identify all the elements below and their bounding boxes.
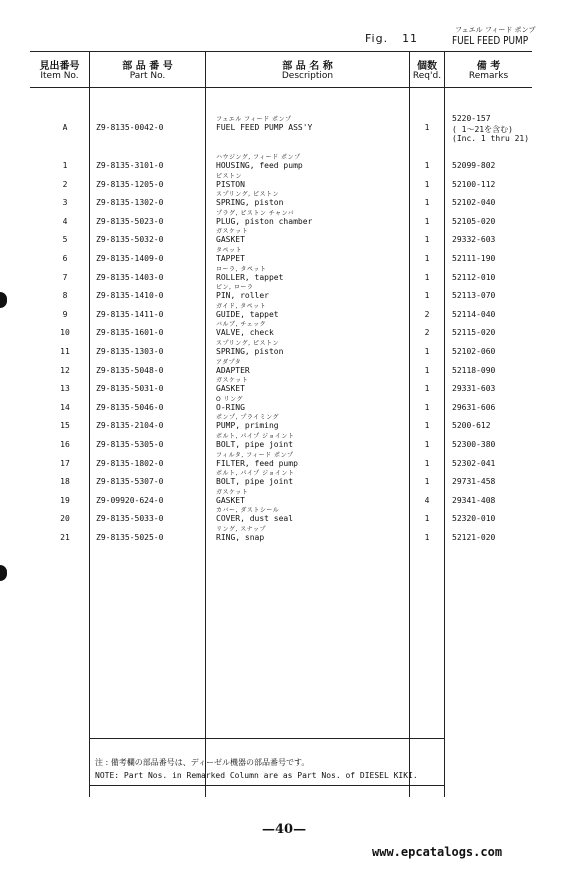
remarks: 29331-603 <box>452 384 496 394</box>
item-number: 16 <box>60 440 70 449</box>
part-number: Z9-8135-5033-0 <box>96 514 164 524</box>
table-row <box>0 246 585 264</box>
quantity: 2 <box>424 309 430 319</box>
item-number: 2 <box>62 179 68 189</box>
table-row-assembly <box>0 114 585 143</box>
description: GASKET <box>216 384 245 394</box>
item-number: 18 <box>60 477 70 487</box>
item-number: 8 <box>62 291 68 301</box>
footnote-jp: 注 : 備考欄の部品番号は、ディーゼル機器の部品番号です。 <box>95 758 310 767</box>
quantity: 1 <box>424 198 430 208</box>
quantity: 1 <box>424 272 430 282</box>
table-row <box>0 395 585 413</box>
part-number: Z9-8135-1205-0 <box>96 179 164 189</box>
table-header-border <box>30 87 532 88</box>
remarks: 52105-020 <box>452 216 496 226</box>
description: SPRING, piston <box>216 198 284 208</box>
header-remarks-en: Remarks <box>468 71 509 81</box>
table-row <box>0 376 585 394</box>
item-number: 12 <box>60 365 70 375</box>
table-row <box>0 153 585 171</box>
item-number: 9 <box>62 309 68 319</box>
header-remarks-jp: 備 考 <box>476 61 501 72</box>
description: FUEL FEED PUMP ASS'Y <box>216 123 313 132</box>
part-number: Z9-8135-2104-0 <box>96 421 164 431</box>
remarks: 52115-020 <box>452 328 496 338</box>
remarks: 52102-060 <box>452 347 496 356</box>
description: GASKET <box>216 495 245 505</box>
description-jp: ガイド, タペット <box>216 302 267 310</box>
item-number: 19 <box>60 495 70 505</box>
header-item-en: Item No. <box>40 71 79 81</box>
description-jp: アダプタ <box>216 358 242 366</box>
part-number: Z9-8135-1403-0 <box>96 272 164 282</box>
table-row <box>0 172 585 190</box>
description-jp: ローラ, タペット <box>216 265 267 273</box>
item-number: 17 <box>60 458 70 468</box>
header-desc-jp: 部 品 名 称 <box>282 61 333 72</box>
item-number: 10 <box>60 328 70 338</box>
part-number: Z9-8135-1411-0 <box>96 309 164 319</box>
description: RING, snap <box>216 533 265 542</box>
part-number: Z9-8135-5025-0 <box>96 533 164 542</box>
quantity: 1 <box>424 161 430 170</box>
table-row <box>0 209 585 227</box>
description-jp: カバー, ダストシール <box>216 507 280 515</box>
remarks-line-3: (Inc. 1 thru 21) <box>452 134 530 143</box>
description: GUIDE, tappet <box>216 309 279 319</box>
item-number: 15 <box>60 421 70 431</box>
footnote-en: NOTE: Part Nos. in Remarked Column are as Part Nos. of DIESEL KIKI. <box>95 771 418 780</box>
description: BOLT, pipe joint <box>216 477 294 487</box>
quantity: 1 <box>424 421 430 431</box>
remarks: 52121-020 <box>452 533 496 542</box>
description-jp: タペット <box>216 247 243 254</box>
remarks: 52100-112 <box>452 179 496 189</box>
remarks: 52113-070 <box>452 291 496 301</box>
description: PLUG, piston chamber <box>216 216 313 226</box>
remarks: 52320-010 <box>452 514 496 524</box>
quantity: 1 <box>424 291 430 301</box>
part-number: Z9-8135-3101-0 <box>96 161 164 170</box>
part-number: Z9-8135-5048-0 <box>96 365 164 375</box>
table-row <box>0 506 585 524</box>
description: TAPPET <box>216 254 245 263</box>
remarks: 5200-612 <box>452 421 491 431</box>
remarks: 52302-041 <box>452 458 496 468</box>
remarks: 52111-190 <box>452 254 496 263</box>
item-number: 5 <box>62 235 68 245</box>
table-row <box>0 190 585 208</box>
part-number: Z9-8135-1601-0 <box>96 328 164 338</box>
table-row <box>0 488 585 506</box>
table-row <box>0 265 585 283</box>
description-jp: ピン, ローラ <box>216 284 254 292</box>
header-item-jp: 見出番号 <box>39 61 80 72</box>
item-number: 20 <box>60 514 70 524</box>
remarks: 5220-157 <box>452 114 491 123</box>
description-jp: ポンプ, プライミング <box>216 414 280 422</box>
description-jp: ボルト, パイプ ジョイント <box>216 433 295 440</box>
quantity: 1 <box>424 440 430 449</box>
quantity: 1 <box>424 123 430 132</box>
figure-label <box>365 32 418 45</box>
description-jp: ガスケット <box>216 377 249 385</box>
description: FILTER, feed pump <box>216 458 298 468</box>
quantity: 1 <box>424 216 430 226</box>
description-jp: ハウジング, フィード ポンプ <box>216 154 301 161</box>
description: BOLT, pipe joint <box>216 440 294 449</box>
description: PIN, roller <box>216 291 269 301</box>
item-number: 21 <box>60 533 70 542</box>
description-jp: フィルタ, フィード ポンプ <box>216 451 294 459</box>
item-number: A <box>62 123 68 132</box>
header-part-jp: 部 品 番 号 <box>122 61 173 72</box>
description: GASKET <box>216 235 245 245</box>
remarks: 29332-603 <box>452 235 496 245</box>
header-qty-en: Req'd. <box>412 71 442 81</box>
table-bottom-border <box>89 738 445 739</box>
footnote-rule <box>89 785 445 786</box>
part-number: Z9-8135-5031-0 <box>96 384 164 394</box>
table-row <box>0 320 585 338</box>
part-number: Z9-8135-1802-0 <box>96 458 164 468</box>
table-row <box>0 451 585 469</box>
fig-label: Fig. <box>365 32 389 45</box>
part-number: Z9-8135-5023-0 <box>96 216 164 226</box>
table-row <box>0 227 585 245</box>
footnote <box>95 757 418 780</box>
part-number: Z9-8135-5046-0 <box>96 402 164 412</box>
description: ADAPTER <box>216 365 250 375</box>
item-number: 7 <box>62 272 68 282</box>
part-number: Z9-8135-1409-0 <box>96 254 164 263</box>
quantity: 1 <box>424 235 430 245</box>
remarks-line-2: ( 1～21を含む) <box>452 125 513 134</box>
description-jp: ガスケット <box>216 488 249 496</box>
quantity: 1 <box>424 347 430 356</box>
page-number: —40— <box>262 822 307 837</box>
table-top-border <box>30 51 532 52</box>
remarks: 52118-090 <box>452 365 496 375</box>
watermark-link[interactable]: www.epcatalogs.com <box>372 845 503 859</box>
quantity: 4 <box>424 495 430 505</box>
description-jp: スプリング, ピストン <box>216 191 279 199</box>
remarks: 52102-040 <box>452 198 496 208</box>
quantity: 1 <box>424 477 430 487</box>
quantity: 1 <box>424 179 430 189</box>
item-number: 14 <box>60 402 70 412</box>
part-number: Z9-8135-1303-0 <box>96 347 164 356</box>
page-title: FUEL FEED PUMP <box>452 34 529 47</box>
description-jp: フェエル フィード ポンプ <box>216 116 292 123</box>
description: O-RING <box>216 402 245 412</box>
description: SPRING, piston <box>216 347 284 356</box>
quantity: 1 <box>424 365 430 375</box>
quantity: 1 <box>424 384 430 394</box>
header-part-en: Part No. <box>129 71 166 81</box>
part-number: Z9-8135-1302-0 <box>96 198 164 208</box>
table-row <box>0 469 585 487</box>
table-row <box>0 358 585 376</box>
table-row <box>0 525 585 543</box>
binder-hole-bottom <box>0 565 7 581</box>
description: PISTON <box>216 179 245 189</box>
table-row <box>0 283 585 301</box>
quantity: 1 <box>424 458 430 468</box>
part-number: Z9-8135-0042-0 <box>96 123 164 132</box>
quantity: 1 <box>424 402 430 412</box>
table-row <box>0 432 585 450</box>
description: HOUSING, feed pump <box>216 161 303 170</box>
description: VALVE, check <box>216 328 274 338</box>
description-jp: ボルト, パイプ ジョイント <box>216 470 295 478</box>
item-number: 13 <box>60 384 70 394</box>
item-number: 6 <box>62 254 68 263</box>
title-japanese: フェエル フィード ポンプ <box>455 26 536 34</box>
part-number: Z9-8135-1410-0 <box>96 291 164 301</box>
header-desc-en: Description <box>281 71 334 81</box>
description-jp: スプリング, ピストン <box>216 340 279 347</box>
description: COVER, dust seal <box>216 514 294 524</box>
item-number: 1 <box>62 161 68 170</box>
description-jp: ピストン <box>216 172 243 180</box>
remarks: 29631-606 <box>452 402 496 412</box>
remarks: 52112-010 <box>452 272 496 282</box>
quantity: 1 <box>424 254 430 263</box>
remarks: 52300-380 <box>452 440 496 449</box>
description-jp: リング, スナップ <box>216 526 266 533</box>
remarks: 52099-802 <box>452 161 496 170</box>
description-jp: バルブ, チェック <box>216 321 267 329</box>
part-number: Z9-09920-624-0 <box>96 495 164 505</box>
remarks: 29731-458 <box>452 477 496 487</box>
part-number: Z9-8135-5307-0 <box>96 477 164 487</box>
description: ROLLER, tappet <box>216 272 284 282</box>
fig-number: 11 <box>402 32 419 45</box>
item-number: 3 <box>62 198 68 208</box>
quantity: 2 <box>424 328 430 338</box>
part-number: Z9-8135-5032-0 <box>96 235 164 245</box>
table-row <box>0 413 585 431</box>
description-jp: O リング <box>216 395 244 403</box>
description: PUMP, priming <box>216 421 279 431</box>
description-jp: プラグ, ピストン チャンバ <box>216 209 295 217</box>
quantity: 1 <box>424 533 430 542</box>
item-number: 11 <box>60 347 70 356</box>
description-jp: ガスケット <box>216 228 249 236</box>
remarks: 52114-040 <box>452 309 496 319</box>
item-number: 4 <box>62 216 68 226</box>
remarks: 29341-408 <box>452 495 496 505</box>
quantity: 1 <box>424 514 430 524</box>
part-number: Z9-8135-5305-0 <box>96 440 164 449</box>
header-qty-jp: 個数 <box>417 61 437 72</box>
table-row <box>0 302 585 320</box>
table-row <box>0 339 585 357</box>
